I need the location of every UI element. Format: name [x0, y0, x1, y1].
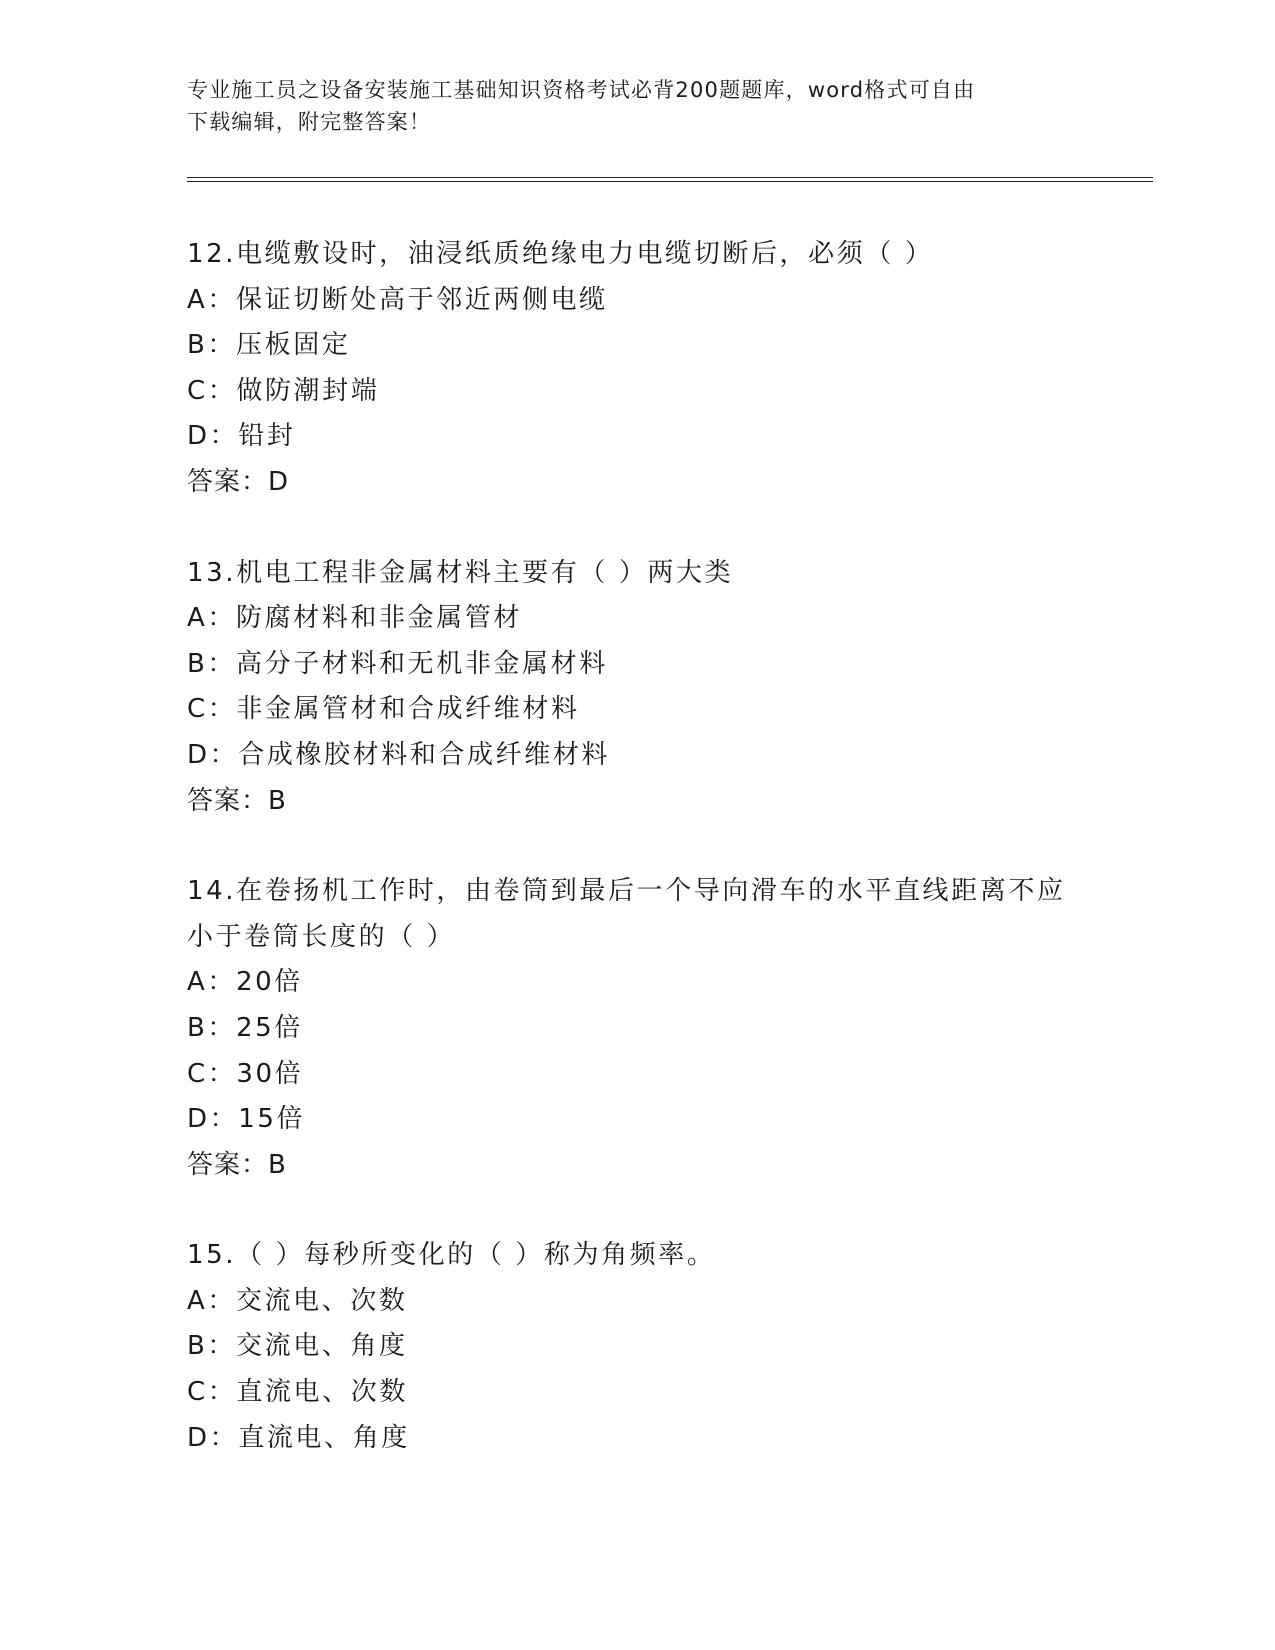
question-stem: 14.在卷扬机工作时，由卷筒到最后一个导向滑车的水平直线距离不应 — [187, 876, 1066, 907]
question-stem: 15.（ ）每秒所变化的（ ）称为角频率。 — [187, 1240, 716, 1271]
option-d: D：直流电、角度 — [187, 1422, 410, 1453]
option-b: B：高分子材料和无机非金属材料 — [187, 648, 608, 679]
header-divider-top — [187, 177, 1153, 178]
answer-label: 答案：D — [187, 466, 290, 497]
question-stem: 13.机电工程非金属材料主要有（ ）两大类 — [187, 557, 734, 588]
option-d: D：合成橡胶材料和合成纤维材料 — [187, 739, 611, 770]
option-c: C：非金属管材和合成纤维材料 — [187, 694, 580, 725]
document-header — [187, 74, 1087, 138]
header-line-1: 专业施工员之设备安装施工基础知识资格考试必背200题题库，word格式可自由 — [187, 78, 976, 102]
option-a: A：交流电、次数 — [187, 1285, 408, 1316]
question-stem: 12.电缆敷设时，油浸纸质绝缘电力电缆切断后，必须（ ） — [187, 239, 934, 269]
option-a: A：保证切断处高于邻近两侧电缆 — [187, 284, 608, 315]
option-c: C：做防潮封端 — [187, 375, 380, 406]
option-d: D：铅封 — [187, 421, 296, 452]
header-divider-bottom — [187, 181, 1153, 182]
question-13 — [187, 551, 1087, 825]
question-12 — [187, 232, 1087, 506]
option-a: A：20倍 — [187, 967, 303, 998]
option-b: B：压板固定 — [187, 330, 351, 361]
option-b: B：25倍 — [187, 1012, 303, 1043]
option-c: C：30倍 — [187, 1058, 304, 1089]
option-b: B：交流电、角度 — [187, 1331, 408, 1362]
option-d: D：15倍 — [187, 1104, 306, 1135]
option-a: A：防腐材料和非金属管材 — [187, 603, 522, 634]
answer-label: 答案：B — [187, 1149, 287, 1180]
header-line-2: 下载编辑，附完整答案！ — [187, 110, 432, 134]
question-15 — [187, 1233, 1087, 1461]
option-c: C：直流电、次数 — [187, 1377, 408, 1408]
question-14 — [187, 869, 1087, 1188]
answer-label: 答案：B — [187, 785, 287, 816]
question-stem-continued: 小于卷筒长度的（ ） — [187, 921, 456, 952]
question-list — [187, 232, 1087, 1506]
